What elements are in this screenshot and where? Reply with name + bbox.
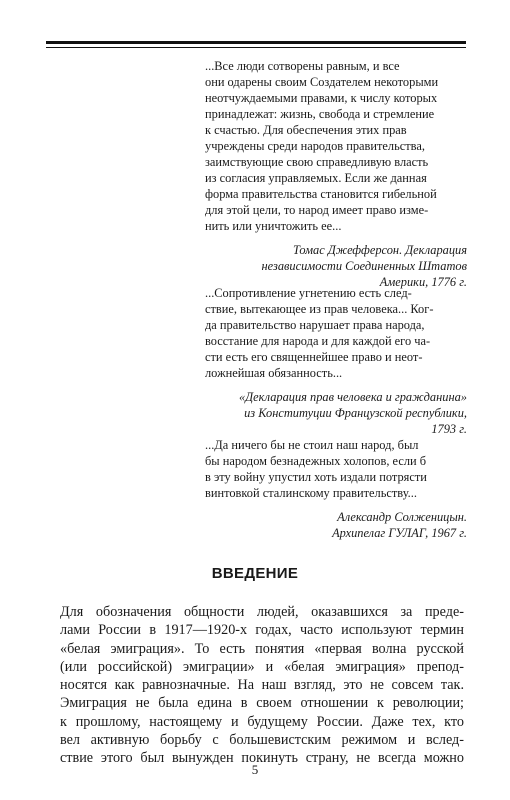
epigraph-attribution [205, 509, 467, 541]
text-line: Александр Солженицын. [337, 510, 467, 524]
text-line: винтовкой сталинскому правительству... [205, 486, 417, 500]
text-line: Архипелаг ГУЛАГ, 1967 г. [332, 526, 467, 540]
text-line: ...Сопротивление угнетению есть след- [205, 286, 412, 300]
body-line: Для обозначения общности людей, оказавшихся за преде- [60, 604, 464, 620]
text-line: принадлежат: жизнь, свобода и стремление [205, 107, 435, 121]
epigraph-solzhenitsyn [205, 437, 467, 541]
text-line: 1793 г. [431, 422, 467, 436]
text-line: к счастью. Для обеспечения этих прав [205, 123, 407, 137]
body-paragraph [60, 603, 464, 768]
body-line: «белая эмиграция». То есть понятия «первая волна русской [60, 640, 464, 657]
text-line: ...Да ничего бы не стоил наш народ, был [205, 438, 419, 452]
page-number: 5 [251, 762, 259, 777]
text-line: для этой цели, то народ имеет право изме- [205, 203, 429, 217]
text-line: сти есть его священнейшее право и неот- [205, 350, 423, 364]
text-line: «Декларация прав человека и гражданина» [239, 390, 467, 404]
text-line: независимости Соединенных Штатов [261, 259, 467, 273]
body-line: вел активную борьбу с большевистским режимом и вслед- [60, 732, 464, 749]
epigraph-attribution [205, 389, 467, 437]
body-line: ствие этого был вынужден покинуть страну, не всегда можно [60, 750, 464, 767]
epigraph-declaration [205, 285, 467, 437]
text-line: Томас Джефферсон. Декларация [292, 243, 467, 257]
epigraph-text [205, 285, 467, 381]
top-rule-thick [46, 41, 466, 44]
text-line: из Конституции Французской республики, [244, 406, 467, 420]
epigraph-jefferson [205, 58, 467, 290]
epigraph-text [205, 58, 467, 234]
text-line: в эту войну упустил хоть издали потрясти [205, 470, 427, 484]
text-line: заимствующие свою справедливую власть [205, 155, 429, 169]
text-line: ложнейшая обязанность... [205, 366, 343, 380]
body-line: к прошлому, настоящему и будущему России. Даже тех, кто [60, 713, 464, 730]
text-line: Америки, 1776 г. [379, 275, 467, 289]
top-rule-thin [46, 47, 466, 48]
body-line: лами России в 1917—1920-х годах, часто используют термин [60, 622, 464, 639]
text-line: из согласия управляемых. Если же данная [205, 171, 427, 185]
text-line: они одарены своим Создателем некоторыми [205, 75, 439, 89]
body-line: носятся как равнозначные. На наш взгляд, это не совсем так. [60, 677, 464, 694]
text-line: да правительство нарушает права народа, [205, 318, 425, 332]
text-line: форма правительства становится гибельной [205, 187, 437, 201]
epigraph-attribution [205, 242, 467, 290]
text-line: бы народом безнадежных холопов, если б [205, 454, 427, 468]
text-line: учреждены среди народов правительства, [205, 139, 425, 153]
text-line: ...Все люди сотворены равным, и все [205, 59, 400, 73]
body-line: Эмиграция не была едина в своем отношении к революции; [60, 695, 464, 712]
epigraph-text [205, 437, 467, 501]
text-line: ствие, вытекающее из прав человека... Ког- [205, 302, 434, 316]
section-heading: ВВЕДЕНИЕ [211, 565, 299, 582]
text-line: восстание для народа и для каждой его ча- [205, 334, 431, 348]
body-line: (или российской) эмиграции» и «белая эмиграция» препод- [60, 658, 464, 675]
text-line: неотчуждаемыми правами, к числу которых [205, 91, 438, 105]
text-line: нить или уничтожить ее... [205, 219, 342, 233]
